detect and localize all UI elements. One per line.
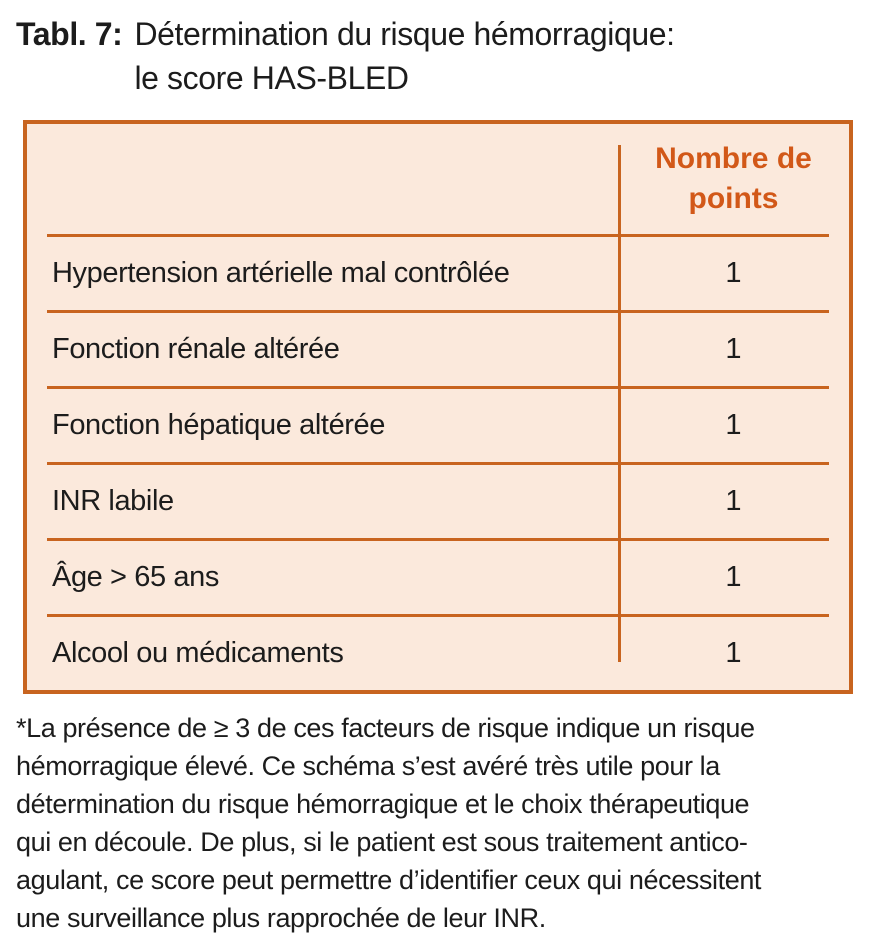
risk-factor-label: Alcool ou médicaments [52, 637, 344, 669]
column-divider [618, 145, 621, 662]
caption-title-line2: le score HAS-BLED [134, 60, 409, 96]
footnote-line: agulant, ce score peut permettre d’identifier ceux qui nécessitent [16, 865, 762, 895]
points-header-label: Nombre de points [655, 142, 812, 215]
table-row [27, 237, 849, 310]
risk-factor-label: Hypertension artérielle mal contrôlée [52, 257, 510, 289]
points-value: 1 [725, 333, 742, 365]
footnote-line: hémorragique élevé. Ce schéma s’est avéré très utile pour la [16, 751, 720, 781]
points-value: 1 [725, 561, 742, 593]
hasbled-score-table [23, 120, 853, 694]
table-row [27, 389, 849, 462]
table-caption [0, 0, 871, 100]
points-value: 1 [725, 409, 742, 441]
points-value: 1 [725, 485, 742, 517]
footnote-line: *La présence de ≥ 3 de ces facteurs de risque indique un risque [16, 713, 755, 743]
footnote-line: détermination du risque hémorragique et le choix thérapeutique [16, 789, 750, 819]
footnote [16, 709, 861, 937]
points-value: 1 [725, 257, 742, 289]
table-row [27, 313, 849, 386]
risk-factor-label: Fonction rénale altérée [52, 333, 340, 365]
risk-factor-label: Fonction hépatique altérée [52, 409, 386, 441]
caption-number: Tabl. 7: [16, 16, 123, 52]
risk-factor-label: Âge > 65 ans [52, 561, 219, 593]
footnote-line: qui en découle. De plus, si le patient est sous traitement antico- [16, 827, 748, 857]
footnote-line: une surveillance plus rapprochée de leur INR. [16, 903, 546, 933]
risk-factor-label: INR labile [52, 485, 174, 517]
caption-title-line1: Détermination du risque hémorragique: [134, 16, 675, 52]
table-header-row [27, 124, 849, 234]
caption-title [134, 12, 674, 100]
table-row [27, 541, 849, 614]
points-column-header [618, 139, 849, 219]
table-row [27, 465, 849, 538]
points-value: 1 [725, 637, 742, 669]
table-row [27, 617, 849, 690]
